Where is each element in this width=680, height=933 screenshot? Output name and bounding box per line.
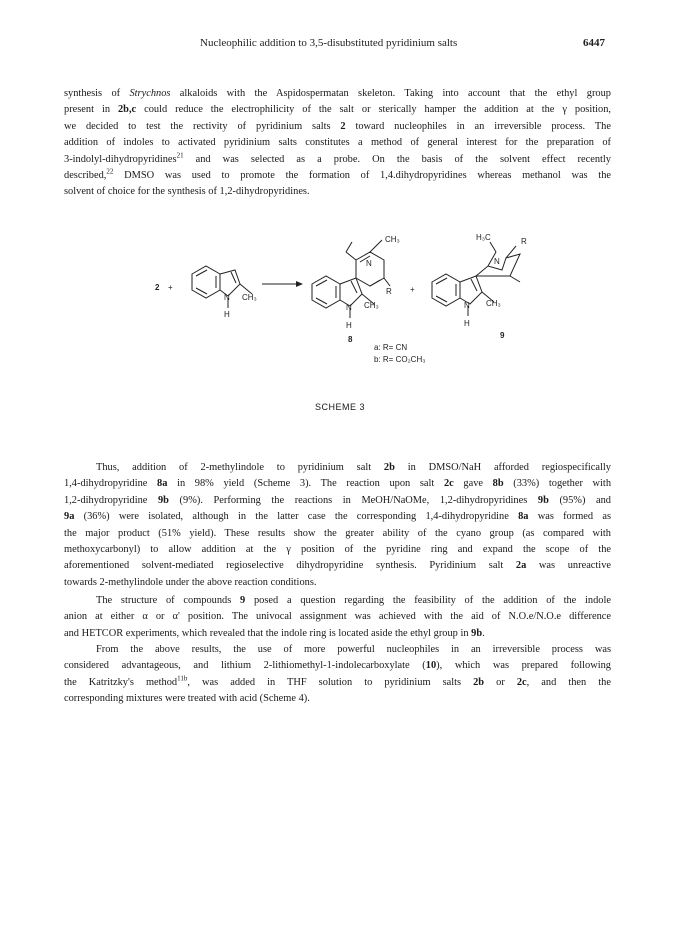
- text-line: 1,2-dihydropyridine 9b (9%). Performing the reactions in MeOH/NaOMe, 1,2-dihydropyridines 9b (95%) and: [64, 494, 611, 506]
- atom-label: N: [464, 301, 470, 310]
- text-line: the major product (51% yield). These results show the greater ability of the cyano group (as compared with: [64, 527, 611, 539]
- page-number: 6447: [583, 37, 605, 49]
- atom-label: H: [224, 310, 230, 319]
- compound-label-9: 9: [500, 331, 505, 340]
- text-line: solvent of choice for the synthesis of 1,2-dihydropyridines.: [64, 186, 310, 198]
- reactant-number: 2: [155, 283, 160, 292]
- atom-label: N: [494, 257, 500, 266]
- group-label: H₃C: [476, 233, 491, 242]
- plus-sign: +: [168, 283, 173, 292]
- atom-label: H: [464, 319, 470, 328]
- text-line: aforementioned solvent-mediated regioselective dihydropyridine synthesis. Pyridinium salt 2a was unreactive: [64, 560, 611, 572]
- reference-superscript: 21: [176, 151, 184, 160]
- text-line: the Katritzky's method$^{11b}$, was added in THF solution to pyridinium salts 2b or 2c, and then the: [64, 674, 611, 688]
- text-line: methoxycarbonyl) to allow addition at the γ position of the pyridine ring and expand the scope of the: [64, 544, 611, 556]
- substituent-legend-b: b: R= CO₂CH₃: [374, 355, 426, 364]
- text-line: 9a (36%) were isolated, although in the latter case the corresponding 1,4-dihydropyridine 8a was formed as: [64, 511, 611, 523]
- paragraph-2: [64, 460, 611, 591]
- group-label: CH₃: [486, 299, 501, 308]
- substituent-legend-a: a: R= CN: [374, 343, 408, 352]
- text-line: From the above results, the use of more powerful nucleophiles in an irreversible process was: [96, 644, 611, 655]
- atom-label: H: [346, 321, 352, 330]
- text-line: towards 2-methylindole under the above reaction conditions.: [64, 576, 317, 588]
- plus-sign: +: [410, 285, 415, 294]
- atom-label: N: [346, 303, 352, 312]
- running-title: Nucleophilic addition to 3,5-disubstituted pyridinium salts: [200, 37, 458, 49]
- reaction-arrow: [262, 281, 303, 287]
- atom-label: N: [366, 259, 372, 268]
- group-label: R: [386, 287, 392, 296]
- group-label: R: [521, 237, 527, 246]
- reference-superscript: 22: [106, 167, 114, 176]
- text-line: present in 2b,c could reduce the electrophilicity of the salt or sterically hamper the addition at the γ position,: [64, 104, 611, 116]
- group-label: CH₃: [385, 235, 400, 244]
- atom-label: N: [224, 293, 230, 302]
- methylindole-structure: [192, 266, 257, 319]
- text-line: addition of indoles to activated pyridinium salts constitutes a method of general interest for the preparation of: [64, 137, 611, 149]
- group-label: CH₃: [242, 293, 257, 302]
- text-line: we decided to test the rectivity of pyridinium salts 2 toward nucleophiles in an irreversible process. The: [64, 120, 611, 132]
- text-line: 3-indolyl-dihydropyridines$^{21}$ and was selected as a probe. On the basis of the solvent effect recently: [64, 151, 611, 165]
- scheme-caption: SCHEME 3: [314, 402, 365, 412]
- text-line: Thus, addition of 2-methylindole to pyridinium salt 2b in DMSO/NaH afforded regiospecifically: [96, 462, 611, 473]
- text-line: described,$^{22}$ DMSO was used to promote the formation of 1,4.dihydropyridines whereas methanol was the: [64, 167, 611, 182]
- group-label: CH₃: [364, 301, 379, 310]
- text-line: considered advantageous, and lithium 2-lithiomethyl-1-indolecarboxylate (10), which was prepared following: [64, 660, 611, 672]
- text-line: synthesis of Strychnos alkaloids with the Aspidospermatan skeleton. Taking into account that the ethyl group: [64, 88, 611, 99]
- paragraph-3: [64, 593, 611, 642]
- text-line: and HETCOR experiments, which revealed that the indole ring is located aside the ethyl group in 9b.: [64, 627, 485, 639]
- reference-superscript: 11b: [177, 674, 188, 683]
- paragraph-4: [64, 642, 611, 708]
- text-line: The structure of compounds 9 posed a question regarding the feasibility of the addition of the indole: [96, 595, 611, 606]
- text-line: 1,4-dihydropyridine 8a in 98% yield (Scheme 3). The reaction upon salt 2c gave 8b (33%) together with: [64, 478, 612, 490]
- compound-label-8: 8: [348, 335, 353, 344]
- product-8-structure: [312, 235, 400, 330]
- running-head: [0, 37, 680, 53]
- text-line: anion at either α or α' position. The univocal assignment was achieved with the aid of N.O.e/N.O.e difference: [64, 611, 611, 623]
- paragraph-1: [64, 86, 611, 201]
- text-line: corresponding mixtures were treated with acid (Scheme 4).: [64, 693, 310, 705]
- product-9-structure: [432, 233, 527, 328]
